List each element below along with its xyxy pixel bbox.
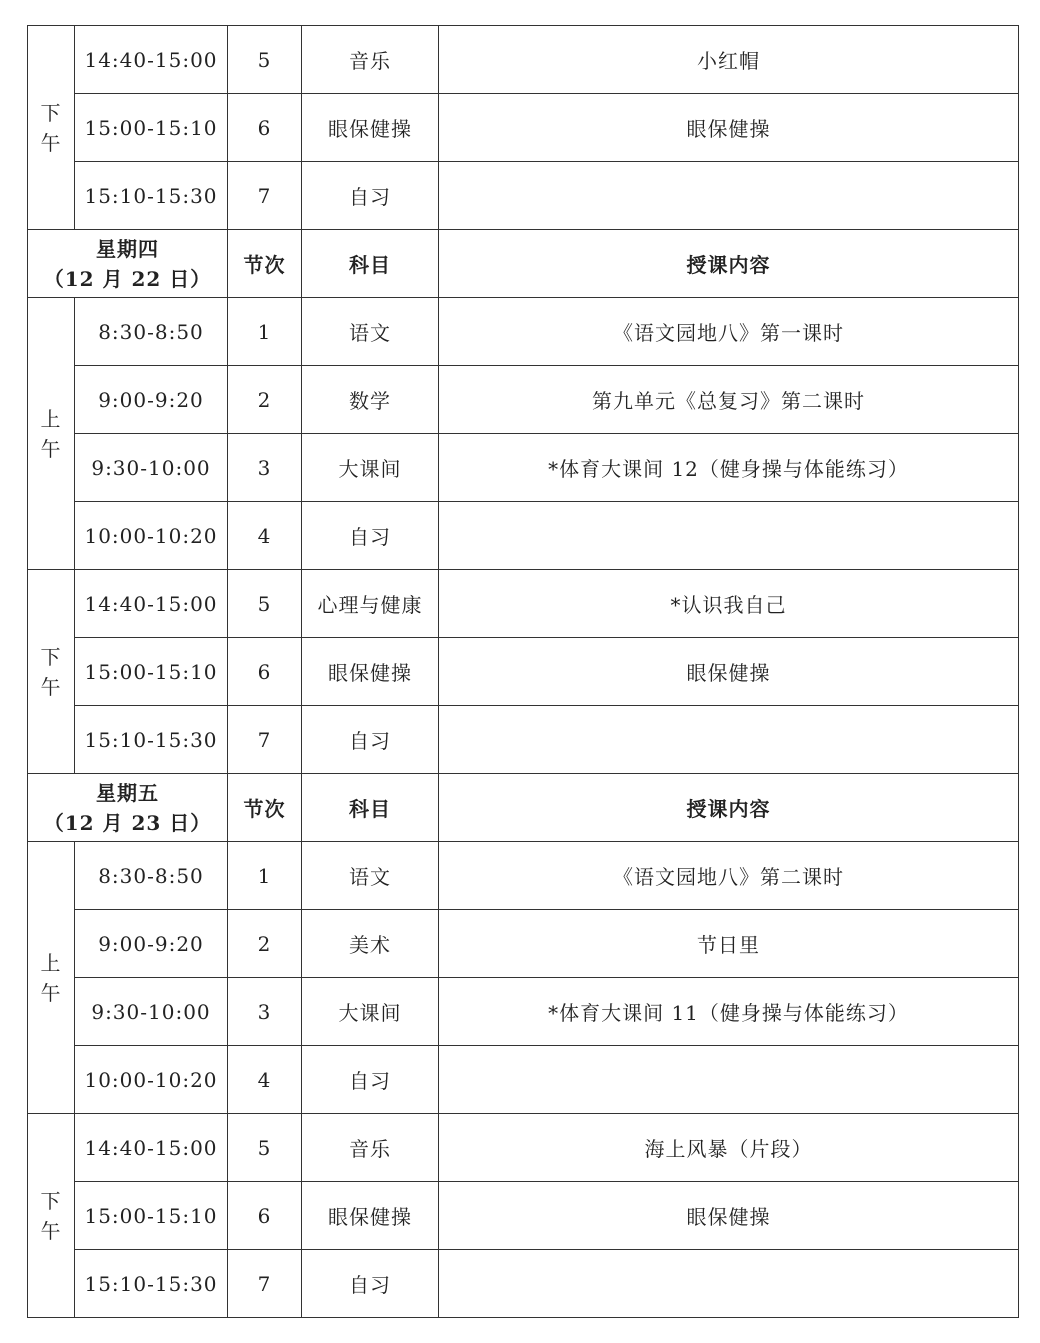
content-cell: 小红帽 xyxy=(439,26,1019,94)
lesson-number-cell: 4 xyxy=(228,1046,302,1114)
time-cell: 9:30-10:00 xyxy=(75,434,228,502)
table-row xyxy=(28,366,1019,434)
period-label-cell xyxy=(28,298,75,570)
table-row xyxy=(28,1046,1019,1114)
subject-cell: 语文 xyxy=(302,298,439,366)
time-cell: 14:40-15:00 xyxy=(75,570,228,638)
subject-cell: 自习 xyxy=(302,162,439,230)
table-row xyxy=(28,706,1019,774)
content-cell xyxy=(439,1250,1019,1318)
column-header-number: 节次 xyxy=(228,774,302,842)
subject-cell: 音乐 xyxy=(302,1114,439,1182)
column-header-content: 授课内容 xyxy=(439,230,1019,298)
day-label-cell xyxy=(28,230,228,298)
time-cell: 15:00-15:10 xyxy=(75,1182,228,1250)
time-cell: 15:10-15:30 xyxy=(75,706,228,774)
table-row xyxy=(28,162,1019,230)
table-row xyxy=(28,434,1019,502)
table-row xyxy=(28,910,1019,978)
subject-cell: 眼保健操 xyxy=(302,1182,439,1250)
period-label-char: 午 xyxy=(40,980,62,1005)
time-cell: 15:10-15:30 xyxy=(75,1250,228,1318)
column-header-number: 节次 xyxy=(228,230,302,298)
time-cell: 10:00-10:20 xyxy=(75,1046,228,1114)
content-cell: 第九单元《总复习》第二课时 xyxy=(439,366,1019,434)
period-label-char: 午 xyxy=(40,130,62,155)
subject-cell: 自习 xyxy=(302,502,439,570)
content-cell: 眼保健操 xyxy=(439,638,1019,706)
lesson-number-cell: 3 xyxy=(228,434,302,502)
table-row xyxy=(28,570,1019,638)
lesson-number-cell: 4 xyxy=(228,502,302,570)
time-cell: 15:00-15:10 xyxy=(75,94,228,162)
period-label-cell xyxy=(28,842,75,1114)
day-header-row xyxy=(28,774,1019,842)
content-cell xyxy=(439,706,1019,774)
subject-cell: 自习 xyxy=(302,1250,439,1318)
lesson-number-cell: 6 xyxy=(228,638,302,706)
subject-cell: 音乐 xyxy=(302,26,439,94)
subject-cell: 眼保健操 xyxy=(302,94,439,162)
content-cell: 眼保健操 xyxy=(439,1182,1019,1250)
subject-cell: 心理与健康 xyxy=(302,570,439,638)
time-cell: 14:40-15:00 xyxy=(75,26,228,94)
content-cell: 《语文园地八》第二课时 xyxy=(439,842,1019,910)
column-header-content: 授课内容 xyxy=(439,774,1019,842)
lesson-number-cell: 5 xyxy=(228,1114,302,1182)
table-row xyxy=(28,842,1019,910)
period-label-cell xyxy=(28,570,75,774)
content-cell xyxy=(439,1046,1019,1114)
subject-cell: 眼保健操 xyxy=(302,638,439,706)
period-label-char: 午 xyxy=(40,674,62,699)
lesson-number-cell: 7 xyxy=(228,162,302,230)
time-cell: 15:00-15:10 xyxy=(75,638,228,706)
period-label-char: 下 xyxy=(40,100,62,125)
lesson-number-cell: 6 xyxy=(228,94,302,162)
table-row xyxy=(28,1114,1019,1182)
period-label-char: 午 xyxy=(40,436,62,461)
subject-cell: 自习 xyxy=(302,1046,439,1114)
schedule-body xyxy=(28,26,1019,1318)
period-label-char: 下 xyxy=(40,1188,62,1213)
date-label: （12 月 23 日） xyxy=(43,810,212,835)
content-cell: 节日里 xyxy=(439,910,1019,978)
time-cell: 14:40-15:00 xyxy=(75,1114,228,1182)
lesson-number-cell: 7 xyxy=(228,1250,302,1318)
table-row xyxy=(28,298,1019,366)
subject-cell: 数学 xyxy=(302,366,439,434)
subject-cell: 大课间 xyxy=(302,978,439,1046)
day-label-cell xyxy=(28,774,228,842)
lesson-number-cell: 1 xyxy=(228,842,302,910)
content-cell: *体育大课间 11（健身操与体能练习） xyxy=(439,978,1019,1046)
period-label-char: 上 xyxy=(40,950,62,975)
lesson-number-cell: 6 xyxy=(228,1182,302,1250)
content-cell: *体育大课间 12（健身操与体能练习） xyxy=(439,434,1019,502)
subject-cell: 大课间 xyxy=(302,434,439,502)
time-cell: 9:00-9:20 xyxy=(75,366,228,434)
lesson-number-cell: 5 xyxy=(228,26,302,94)
schedule-table xyxy=(27,25,1019,1318)
table-row xyxy=(28,1182,1019,1250)
content-cell: 海上风暴（片段） xyxy=(439,1114,1019,1182)
time-cell: 10:00-10:20 xyxy=(75,502,228,570)
table-row xyxy=(28,26,1019,94)
table-row xyxy=(28,94,1019,162)
period-label-char: 下 xyxy=(40,644,62,669)
table-row xyxy=(28,978,1019,1046)
time-cell: 15:10-15:30 xyxy=(75,162,228,230)
period-label-cell xyxy=(28,26,75,230)
subject-cell: 美术 xyxy=(302,910,439,978)
time-cell: 8:30-8:50 xyxy=(75,298,228,366)
content-cell xyxy=(439,502,1019,570)
period-label-char: 上 xyxy=(40,406,62,431)
lesson-number-cell: 3 xyxy=(228,978,302,1046)
column-header-subject: 科目 xyxy=(302,774,439,842)
time-cell: 9:00-9:20 xyxy=(75,910,228,978)
lesson-number-cell: 1 xyxy=(228,298,302,366)
period-label-cell xyxy=(28,1114,75,1318)
content-cell xyxy=(439,162,1019,230)
date-label: （12 月 22 日） xyxy=(43,266,212,291)
table-row xyxy=(28,1250,1019,1318)
weekday-label: 星期四 xyxy=(96,236,159,261)
content-cell: *认识我自己 xyxy=(439,570,1019,638)
content-cell: 《语文园地八》第一课时 xyxy=(439,298,1019,366)
day-header-row xyxy=(28,230,1019,298)
time-cell: 8:30-8:50 xyxy=(75,842,228,910)
content-cell: 眼保健操 xyxy=(439,94,1019,162)
period-label-char: 午 xyxy=(40,1218,62,1243)
subject-cell: 自习 xyxy=(302,706,439,774)
lesson-number-cell: 2 xyxy=(228,366,302,434)
lesson-number-cell: 2 xyxy=(228,910,302,978)
table-row xyxy=(28,638,1019,706)
subject-cell: 语文 xyxy=(302,842,439,910)
lesson-number-cell: 7 xyxy=(228,706,302,774)
table-row xyxy=(28,502,1019,570)
weekday-label: 星期五 xyxy=(96,780,159,805)
time-cell: 9:30-10:00 xyxy=(75,978,228,1046)
column-header-subject: 科目 xyxy=(302,230,439,298)
lesson-number-cell: 5 xyxy=(228,570,302,638)
